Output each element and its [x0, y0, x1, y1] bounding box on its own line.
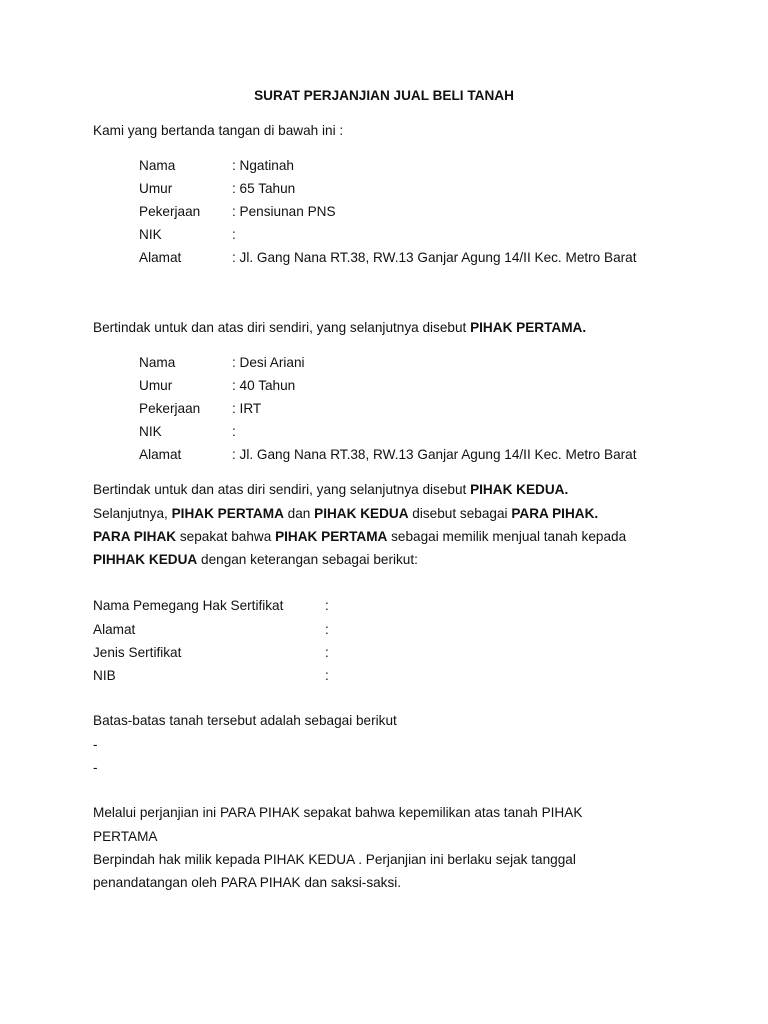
field-value: : 65 Tahun	[232, 181, 296, 196]
statement-text: Bertindak untuk dan atas diri sendiri, yang selanjutnya disebut	[93, 320, 471, 335]
field-label: Umur	[139, 378, 173, 393]
field-colon: :	[325, 598, 329, 613]
party-designation: PIHHAK KEDUA	[93, 552, 198, 567]
statement-text: Bertindak untuk dan atas diri sendiri, yang selanjutnya disebut	[93, 482, 471, 497]
boundary-item: -	[93, 760, 98, 775]
field-value: : 40 Tahun	[232, 378, 296, 393]
field-label: Alamat	[93, 622, 136, 637]
party-designation: PIHAK KEDUA	[314, 506, 409, 521]
field-label: NIK	[139, 227, 162, 242]
agreement-line-2	[93, 529, 626, 545]
party-designation: PARA PIHAK	[93, 529, 177, 544]
agreement-text: Selanjutnya,	[93, 506, 172, 521]
intro-text: Kami yang bertanda tangan di bawah ini :	[93, 123, 344, 138]
closing-line: Melalui perjanjian ini PARA PIHAK sepakat bahwa kepemilikan atas tanah PIHAK	[93, 805, 583, 820]
field-colon: :	[325, 622, 329, 637]
agreement-text: sepakat bahwa	[176, 529, 276, 544]
field-label: Alamat	[139, 447, 182, 462]
field-value: :	[232, 227, 236, 242]
agreement-text: sebagai memilik menjual tanah kepada	[387, 529, 627, 544]
field-label: Nama Pemegang Hak Sertifikat	[93, 598, 284, 613]
boundaries-heading: Batas-batas tanah tersebut adalah sebagai berikut	[93, 713, 397, 728]
field-value: : Jl. Gang Nana RT.38, RW.13 Ganjar Agung 14/II Kec. Metro Barat	[232, 447, 637, 462]
party2-statement	[93, 482, 568, 498]
party-designation: PIHAK PERTAMA	[171, 506, 284, 521]
closing-line: PERTAMA	[93, 829, 158, 844]
party1-statement	[93, 320, 586, 336]
field-label: Pekerjaan	[139, 401, 201, 416]
field-label: Jenis Sertifikat	[93, 645, 182, 660]
field-value: : IRT	[232, 401, 262, 416]
field-label: NIK	[139, 424, 162, 439]
agreement-text: dengan keterangan sebagai berikut:	[197, 552, 418, 567]
field-label: Nama	[139, 355, 176, 370]
boundary-item: -	[93, 737, 98, 752]
agreement-line-3	[93, 552, 418, 568]
field-colon: :	[325, 668, 329, 683]
field-label: Alamat	[139, 250, 182, 265]
closing-line: Berpindah hak milik kepada PIHAK KEDUA . Perjanjian ini berlaku sejak tanggal	[93, 852, 576, 867]
field-value: : Ngatinah	[232, 158, 294, 173]
party-designation: PIHAK PERTAMA.	[470, 320, 587, 335]
closing-line: penandatangan oleh PARA PIHAK dan saksi-saksi.	[93, 875, 402, 890]
agreement-text: dan	[283, 506, 315, 521]
agreement-text: disebut sebagai	[408, 506, 512, 521]
field-value: : Jl. Gang Nana RT.38, RW.13 Ganjar Agung 14/II Kec. Metro Barat	[232, 250, 637, 265]
field-value: : Desi Ariani	[232, 355, 305, 370]
field-label: Pekerjaan	[139, 204, 201, 219]
field-value: :	[232, 424, 236, 439]
field-colon: :	[325, 645, 329, 660]
field-value: : Pensiunan PNS	[232, 204, 336, 219]
party-designation: PARA PIHAK.	[511, 506, 599, 521]
field-label: NIB	[93, 668, 116, 683]
document-title: SURAT PERJANJIAN JUAL BELI TANAH	[254, 88, 514, 103]
party-designation: PIHAK PERTAMA	[275, 529, 388, 544]
field-label: Umur	[139, 181, 173, 196]
party-designation: PIHAK KEDUA.	[470, 482, 569, 497]
agreement-line-1	[93, 506, 598, 522]
field-label: Nama	[139, 158, 176, 173]
